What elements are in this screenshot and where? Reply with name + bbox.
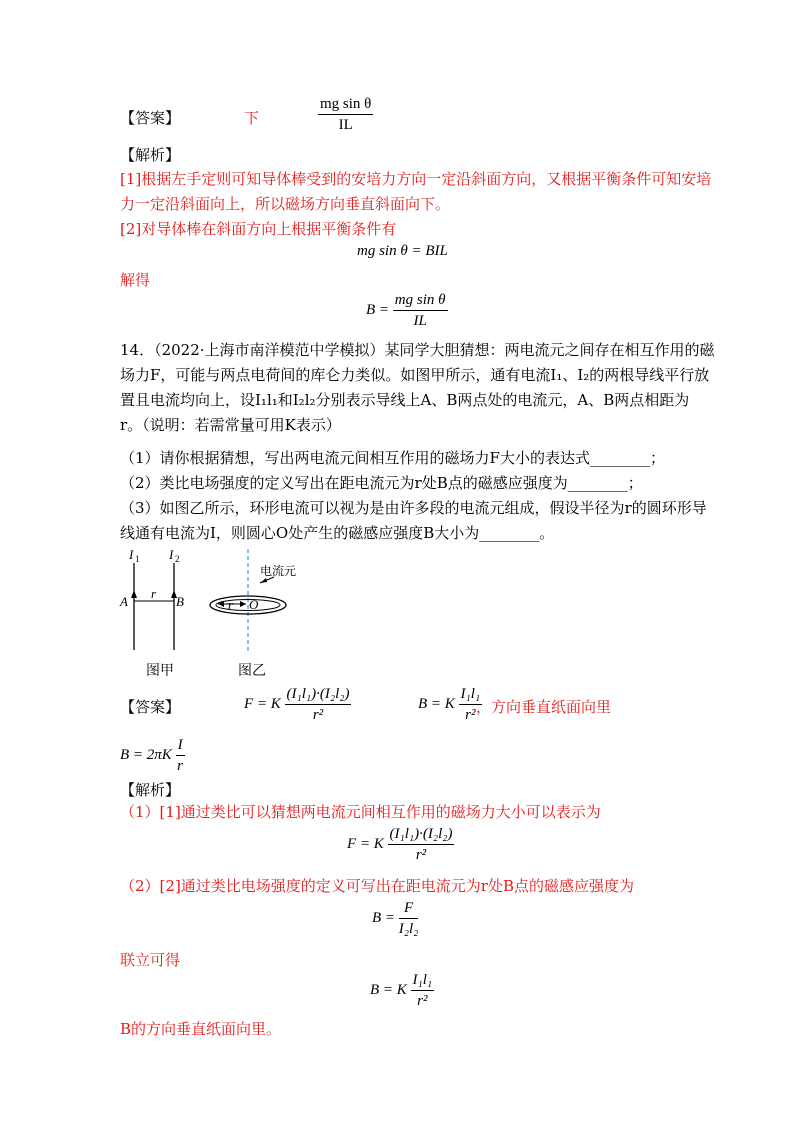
q14-stem-line-1: 14．（2022·上海市南洋模范中学模拟）某同学大胆猜想：两电流元之间存在相互作用的磁 (120, 341, 715, 359)
figure-b (200, 545, 330, 655)
q14-analysis-1: （1）[1]通过类比可以猜想两电流元间相互作用的磁场力大小可以表示为 (120, 803, 601, 821)
q14-sub-2: （2）类比电场强度的定义写出在距电流元为r处B点的磁感应强度为________； (120, 474, 643, 492)
analysis-line-1: [1]根据左手定则可知导体棒受到的安培力方向一定沿斜面方向，又根据平衡条件可知安培 (120, 170, 712, 188)
label-i2-sub: 2 (175, 554, 180, 564)
figure-b-caption: 图乙 (238, 663, 266, 679)
q14-answer-3: B = 2πK $\frac{I}{r}$ (120, 737, 183, 774)
figure-a (112, 545, 202, 655)
q14-stem-line-4: r。（说明：若需常量可用K表示） (120, 416, 341, 434)
q14-stem-line-2: 场力F，可能与两点电荷间的库仑力类似。如图甲所示，通有电流I₁、I₂的两根导线平行放 (120, 366, 710, 384)
q14-sub-3-line-1: （3）如图乙所示，环形电流可以视为是由许多段的电流元组成，假设半径为r的圆环形导 (120, 499, 707, 517)
q14-sub-3-line-2: 线通有电流为I，则圆心O处产生的磁感应强度B大小为________。 (120, 524, 555, 542)
label-r: r (151, 586, 157, 601)
label-o: O (249, 597, 259, 612)
q14-final-line: B的方向垂直纸面向里。 (120, 1020, 282, 1038)
answer-label: 【答案】 (120, 109, 181, 127)
q14-analysis-label: 【解析】 (120, 781, 181, 799)
label-current-element: 电流元 (260, 564, 297, 578)
label-r: r (228, 597, 234, 612)
equation-b: B = $\frac{\text{mg sin θ}}{IL}$ (366, 292, 446, 329)
q14-analysis-2: （2）[2]通过类比电场强度的定义可写出在距电流元为r处B点的磁感应强度为 (120, 877, 634, 895)
q14-answer-2-note: ，方向垂直纸面向里 (476, 698, 612, 716)
label-a: A (120, 594, 128, 609)
label-b: B (176, 594, 184, 609)
q14-equation-force: F = K $\frac{\text{(I₁l₁)·(I₂l₂)}}{\text{r²}}$ (347, 826, 453, 863)
q14-answer-label: 【答案】 (120, 698, 181, 716)
q14-answer-1: F = K $\frac{\text{(I₁l₁)·(I₂l₂)}}{\text{r²}}$ (244, 686, 350, 723)
label-i2: I (169, 547, 174, 562)
equation-balance: mg sin θ = BIL (357, 243, 448, 259)
arrow-up-icon (131, 590, 137, 598)
analysis-line-3: [2]对导体棒在斜面方向上根据平衡条件有 (120, 220, 397, 238)
answer-1: 下 (244, 109, 260, 127)
q14-sub-1: （1）请你根据猜想，写出两电流元间相互作用的磁场力F大小的表达式________； (120, 449, 665, 467)
solve-label: 解得 (120, 271, 151, 289)
analysis-line-2: 力一定沿斜面向上，所以磁场方向垂直斜面向下。 (120, 195, 451, 213)
q14-answer-2: B = K $\frac{\text{I₁l₁}}{\text{r²}}$ (418, 686, 481, 723)
q14-equation-field: B = $\frac{F}{\text{I₂l₂}}$ (372, 900, 419, 937)
label-i1: I (129, 547, 134, 562)
q14-combine-label: 联立可得 (120, 951, 181, 969)
label-i1-sub: 1 (135, 554, 140, 564)
q14-stem-line-3: 置且电流均向上，设I₁l₁和I₂l₂分别表示导线上A、B两点处的电流元，A、B两点相距为 (120, 391, 690, 409)
arrow-right-icon (240, 601, 246, 607)
analysis-label: 【解析】 (120, 146, 181, 164)
q14-equation-result: B = K $\frac{\text{I₁l₁}}{\text{r²}}$ (370, 972, 433, 1009)
figure-a-caption: 图甲 (146, 663, 174, 679)
answer-2-fraction: $\frac{\text{mg sin θ}}{IL}$ (320, 96, 372, 133)
